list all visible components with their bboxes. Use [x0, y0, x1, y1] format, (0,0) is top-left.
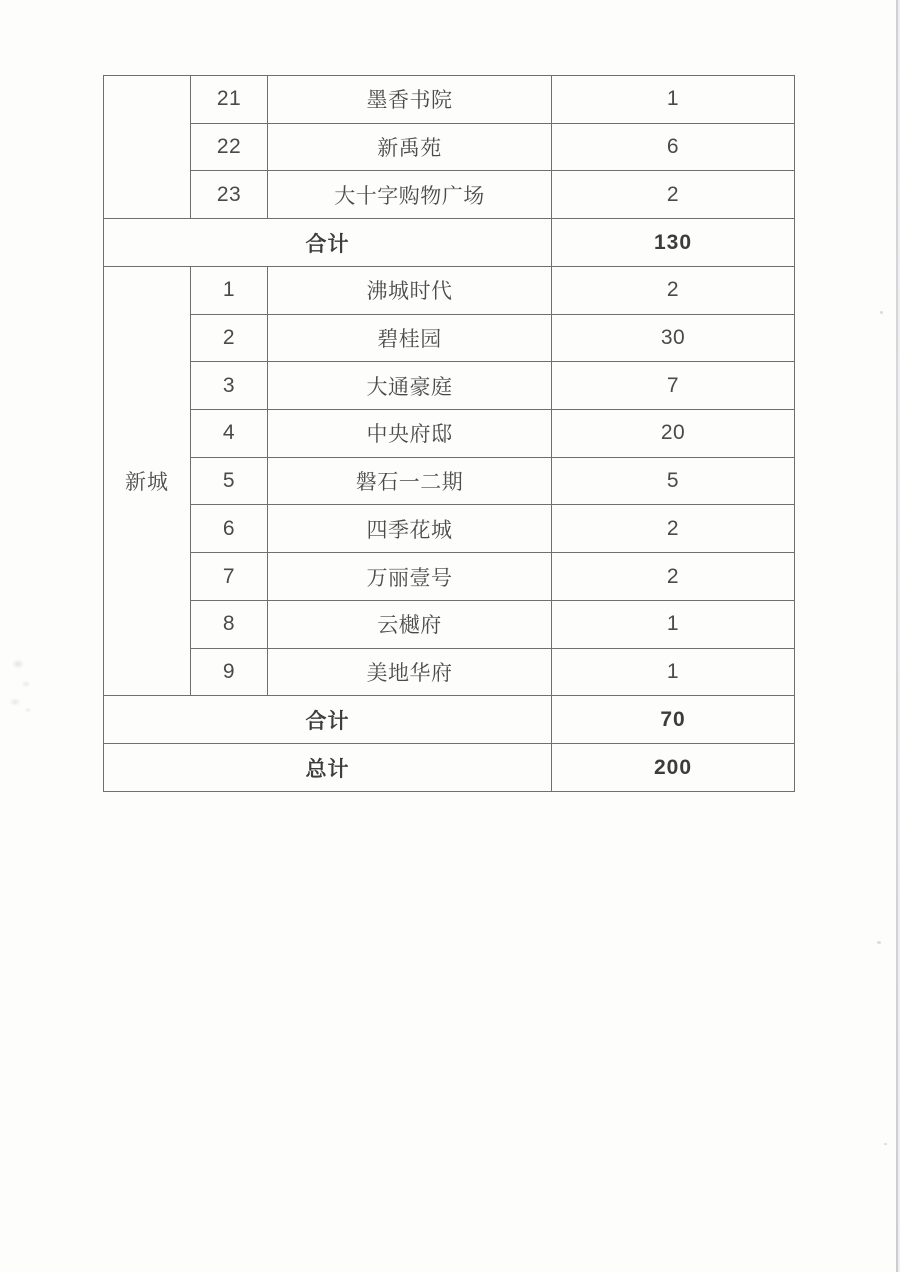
community-name-cell: 磐石一二期 — [268, 457, 552, 505]
scan-speck — [880, 311, 883, 314]
section-label-cell — [104, 76, 191, 219]
count-value-cell: 2 — [552, 553, 795, 601]
row-number-cell: 9 — [191, 648, 268, 696]
table-row — [104, 410, 795, 458]
table-row — [104, 266, 795, 314]
community-name-cell: 沸城时代 — [268, 266, 552, 314]
grand-total-label-cell: 总计 — [104, 744, 552, 792]
table-row — [104, 171, 795, 219]
count-value-cell: 2 — [552, 266, 795, 314]
count-value-cell: 1 — [552, 76, 795, 124]
row-number-cell: 3 — [191, 362, 268, 410]
scan-speck — [884, 1143, 887, 1145]
subtotal-value-cell: 130 — [552, 219, 795, 267]
table-body — [104, 76, 795, 792]
count-value-cell: 7 — [552, 362, 795, 410]
subtotal-label-cell: 合计 — [104, 696, 552, 744]
community-name-cell: 大通豪庭 — [268, 362, 552, 410]
count-value-cell: 1 — [552, 600, 795, 648]
row-number-cell: 7 — [191, 553, 268, 601]
community-name-cell: 美地华府 — [268, 648, 552, 696]
count-value-cell: 2 — [552, 505, 795, 553]
table-row — [104, 600, 795, 648]
row-number-cell: 6 — [191, 505, 268, 553]
community-count-table — [103, 75, 795, 792]
table-row — [104, 76, 795, 124]
table-row — [104, 362, 795, 410]
community-name-cell: 新禹苑 — [268, 123, 552, 171]
row-number-cell: 8 — [191, 600, 268, 648]
scan-edge-artifact — [896, 0, 898, 1272]
row-number-cell: 22 — [191, 123, 268, 171]
table-row — [104, 648, 795, 696]
subtotal-row — [104, 219, 795, 267]
table-row — [104, 553, 795, 601]
table-row — [104, 314, 795, 362]
grand-total-value-cell: 200 — [552, 744, 795, 792]
subtotal-value-cell: 70 — [552, 696, 795, 744]
row-number-cell: 4 — [191, 410, 268, 458]
table-row — [104, 457, 795, 505]
table-row — [104, 505, 795, 553]
community-name-cell: 中央府邸 — [268, 410, 552, 458]
count-value-cell: 1 — [552, 648, 795, 696]
scan-speck — [877, 941, 881, 944]
count-value-cell: 30 — [552, 314, 795, 362]
grand-total-row — [104, 744, 795, 792]
row-number-cell: 5 — [191, 457, 268, 505]
community-name-cell: 大十字购物广场 — [268, 171, 552, 219]
table-row — [104, 123, 795, 171]
count-value-cell: 20 — [552, 410, 795, 458]
count-value-cell: 6 — [552, 123, 795, 171]
row-number-cell: 1 — [191, 266, 268, 314]
scan-smudge-artifact — [6, 650, 34, 720]
section-label-cell: 新城 — [104, 266, 191, 695]
count-value-cell: 2 — [552, 171, 795, 219]
subtotal-label-cell: 合计 — [104, 219, 552, 267]
community-name-cell: 四季花城 — [268, 505, 552, 553]
row-number-cell: 2 — [191, 314, 268, 362]
community-name-cell: 墨香书院 — [268, 76, 552, 124]
row-number-cell: 23 — [191, 171, 268, 219]
community-name-cell: 万丽壹号 — [268, 553, 552, 601]
community-name-cell: 碧桂园 — [268, 314, 552, 362]
subtotal-row — [104, 696, 795, 744]
count-value-cell: 5 — [552, 457, 795, 505]
row-number-cell: 21 — [191, 76, 268, 124]
community-name-cell: 云樾府 — [268, 600, 552, 648]
